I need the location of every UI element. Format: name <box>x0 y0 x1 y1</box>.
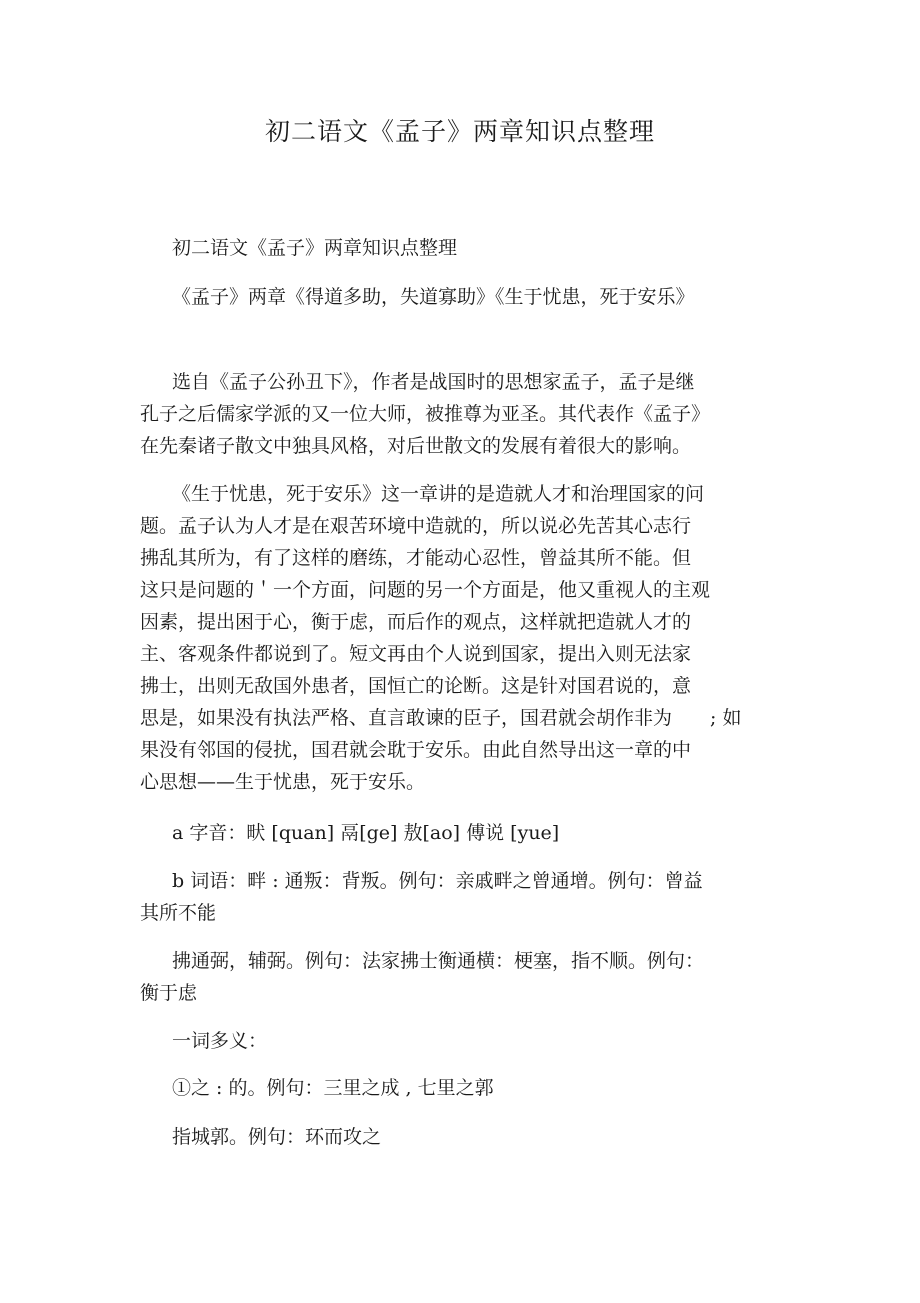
paragraph-line: 思是，如果没有执法严格、直言敢谏的臣子，国君就会胡作非为 ; 如 <box>140 707 742 729</box>
paragraph-line: 孔子之后儒家学派的又一位大师，被推尊为亚圣。其代表作《孟子》 <box>140 403 711 425</box>
paragraph-line: 《生于忧患，死于安乐》这一章讲的是造就人才和治理国家的问 <box>172 483 705 505</box>
polysemy-heading: 一词多义： <box>172 1030 268 1052</box>
paragraph-line: 在先秦诸子散文中独具风格，对后世散文的发展有着很大的影响。 <box>140 435 692 457</box>
paragraph-line: 主、客观条件都说到了。短文再由个人说到国家，提出入则无法家 <box>140 643 692 665</box>
paragraph-line: 因素，提出困于心，衡于虑，而后作的观点，这样就把造就人才的 <box>140 611 692 633</box>
document-title: 初二语文《孟子》两章知识点整理 <box>264 117 655 146</box>
paragraph-line: 心思想——生于忧患，死于安乐。 <box>140 771 426 793</box>
vocab-line: b 词语：畔 : 通叛：背叛。例句：亲戚畔之曾通增。例句：曾益 <box>172 870 703 892</box>
polysemy-item: ①之 : 的。例句：三里之成 , 七里之郭 <box>172 1077 494 1099</box>
paragraph-line: 选自《孟子公孙丑下》，作者是战国时的思想家孟子，孟子是继 <box>172 371 695 393</box>
document-subtitle: 初二语文《孟子》两章知识点整理 <box>172 237 458 259</box>
paragraph-line: 题。孟子认为人才是在艰苦环境中造就的，所以说必先苦其心志行 <box>140 515 692 537</box>
paragraph-line: 果没有邻国的侵扰，国君就会耽于安乐。由此自然导出这一章的中 <box>140 739 692 761</box>
paragraph-line: 拂乱其所为，有了这样的磨练，才能动心忍性，曾益其所不能。但 <box>140 547 692 569</box>
chapters-heading: 《孟子》两章《得道多助，失道寡助》《生于忧患，死于安乐》 <box>172 286 695 308</box>
paragraph-line: 拂士，出则无敌国外患者，国恒亡的论断。这是针对国君说的，意 <box>140 675 692 697</box>
paragraph-line: 这只是问题的＇一个方面，问题的另一个方面是，他又重视人的主观 <box>140 579 711 601</box>
vocab-line: 衡于虑 <box>140 982 198 1004</box>
vocab-line: 拂通弼，辅弼。例句：法家拂士衡通横：梗塞，指不顺。例句： <box>172 950 705 972</box>
polysemy-item: 指城郭。例句：环而攻之 <box>172 1126 382 1148</box>
pronunciation-line: a 字音：畎 [quan] 鬲[ge] 敖[ao] 傅说 [yue] <box>172 822 560 844</box>
vocab-line: 其所不能 <box>140 902 217 924</box>
